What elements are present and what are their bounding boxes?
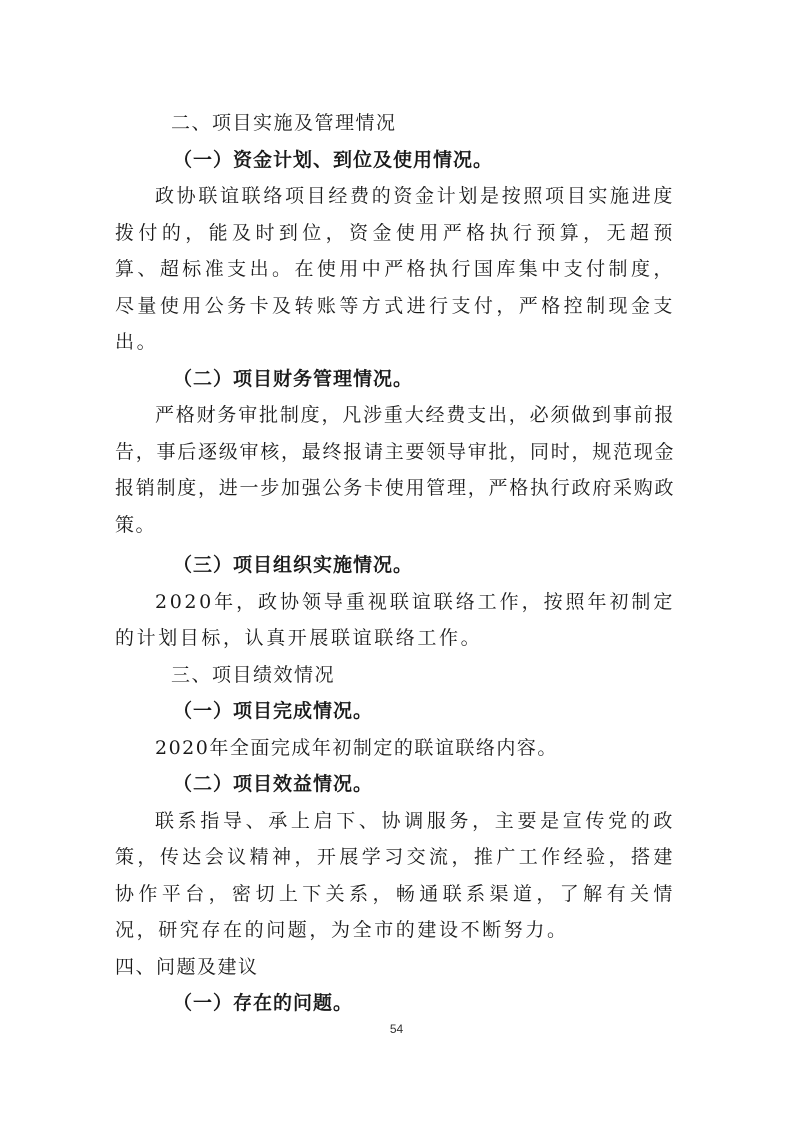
subheading-funding-plan: （一）资金计划、到位及使用情况。 bbox=[173, 148, 494, 171]
subheading-organization: （三）项目组织实施情况。 bbox=[173, 554, 414, 576]
section-heading-issues: 四、问题及建议 bbox=[115, 955, 259, 978]
paragraph-organization: 2020年，政协领导重视联谊联络工作，按照年初制定的计划目标，认真开展联谊联络工作。 bbox=[115, 590, 675, 649]
page-number: 54 bbox=[389, 1022, 404, 1036]
section-heading-performance: 三、项目绩效情况 bbox=[171, 663, 336, 686]
document-body bbox=[115, 105, 675, 1022]
subheading-financial-management: （二）项目财务管理情况。 bbox=[173, 367, 414, 390]
subheading-benefits: （二）项目效益情况。 bbox=[173, 773, 374, 795]
section-heading-implementation: 二、项目实施及管理情况 bbox=[171, 112, 397, 134]
paragraph-benefits: 联系指导、承上启下、协调服务，主要是宣传党的政策，传达会议精神，开展学习交流，推广工作经验，搭建协作平台，密切上下关系，畅通联系渠道，了解有关情况，研究存在的问题，为全市的建设不断努力。 bbox=[115, 809, 675, 941]
subheading-completion: （一）项目完成情况。 bbox=[173, 700, 374, 722]
paragraph-financial-management: 严格财务审批制度，凡涉重大经费支出，必须做到事前报告，事后逐级审核，最终报请主要领导审批，同时，规范现金报销制度，进一步加强公务卡使用管理，严格执行政府采购政策。 bbox=[115, 404, 675, 536]
paragraph-funding-plan: 政协联谊联络项目经费的资金计划是按照项目实施进度拨付的，能及时到位，资金使用严格执行预算，无超预算、超标准支出。在使用中严格执行国库集中支付制度，尽量使用公务卡及转账等方式进行支付，严格控制现金支出。 bbox=[115, 185, 675, 353]
subheading-existing-problems: （一）存在的问题。 bbox=[173, 992, 354, 1014]
paragraph-completion: 2020年全面完成年初制定的联谊联络内容。 bbox=[155, 736, 558, 759]
